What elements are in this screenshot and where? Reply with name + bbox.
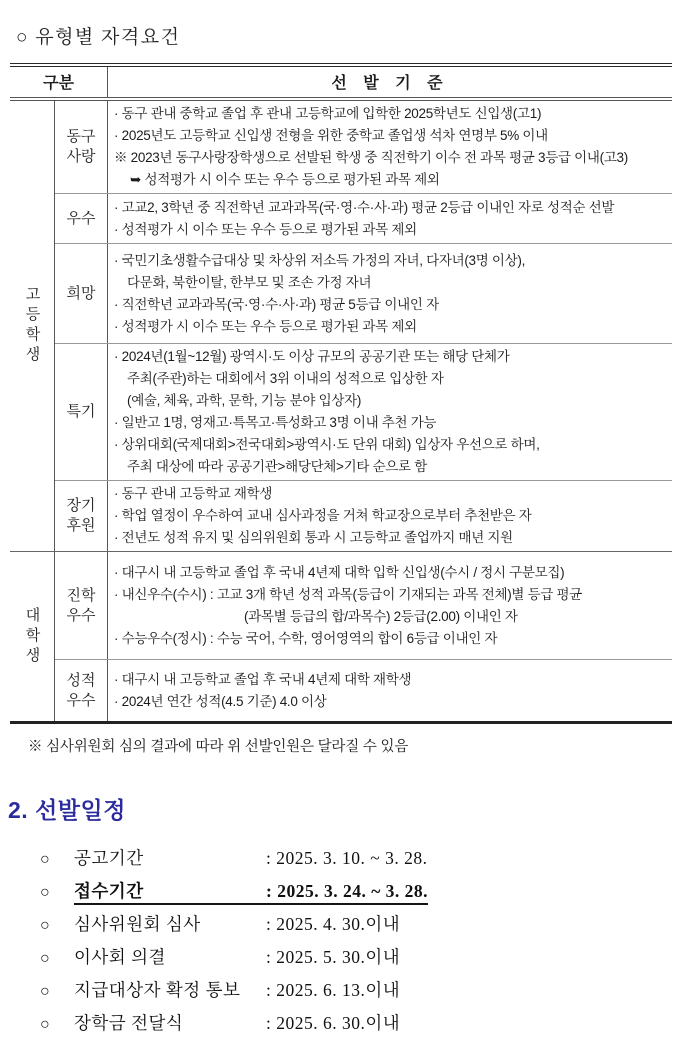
schedule-label: 이사회 의결 (74, 947, 166, 967)
criteria-cell (108, 481, 672, 551)
section-1-title: ○ 유형별 자격요건 (16, 27, 181, 48)
schedule-value: : 2025. 3. 24. ~ 3. 28. (266, 881, 429, 901)
criteria-cell (108, 244, 672, 343)
row-label-seongjeok-usu: 성적우수 (66, 671, 96, 709)
table-row-seongjeok-usu (55, 660, 672, 721)
group-label-cell (10, 101, 55, 551)
criteria-line: · 전년도 성적 유지 및 심의위원회 통과 시 고등학교 졸업까지 매년 지원 (114, 530, 513, 545)
criteria-line: · 대구시 내 고등학교 졸업 후 국내 4년제 대학 입학 신입생(수시 / 정시 구분모집) (114, 564, 565, 580)
criteria-line: · 직전학년 교과과목(국·영·수·사·과) 평균 5등급 이내인 자 (114, 296, 439, 312)
criteria-line: · 학업 열정이 우수하여 교내 심사과정을 거쳐 학교장으로부터 추천받은 자 (114, 508, 532, 523)
table-row-janggi-huwon (55, 481, 672, 551)
criteria-line: 주최 대상에 따라 공공기관>해당단체>기타 순으로 함 (127, 459, 427, 474)
row-label-cell (55, 344, 108, 480)
criteria-line: · 성적평가 시 이수 또는 우수 등으로 평가된 과목 제외 (114, 221, 417, 237)
circle-bullet-icon: ○ (40, 917, 50, 934)
schedule-item-board-resolution (40, 944, 682, 977)
criteria-line: · 2025년도 고등학교 신입생 전형을 위한 중학교 졸업생 석차 연명부 5% 이내 (114, 128, 548, 143)
criteria-line: ※ 2023년 동구사랑장학생으로 선발된 학생 중 직전학기 이수 전 과목 평균 3등급 이내(고3) (114, 150, 628, 165)
criteria-line: 주최(주관)하는 대회에서 3위 이내의 성적으로 입상한 자 (127, 371, 444, 386)
schedule-value: : 2025. 6. 30.이내 (266, 1013, 401, 1033)
group-label-highschool: 고등학생 (23, 286, 41, 366)
schedule-item-recipient-notice (40, 977, 682, 1010)
group-highschool (10, 101, 672, 552)
schedule-value: : 2025. 4. 30.이내 (266, 914, 401, 934)
table-header-category: 구분 (10, 67, 108, 97)
group-label-cell (10, 552, 55, 721)
criteria-line: (예술, 체육, 과학, 문학, 기능 분야 입상자) (127, 393, 362, 408)
criteria-line: · 국민기초생활수급대상 및 차상위 저소득 가정의 자녀, 다자녀(3명 이상), (114, 252, 526, 268)
table-row-dongu-sarang (55, 101, 672, 194)
criteria-line: 다문화, 북한이탈, 한부모 및 조손 가정 자녀 (127, 274, 372, 290)
criteria-line: (과목별 등급의 합/과목수) 2등급(2.00) 이내인 자 (244, 608, 518, 624)
row-label-cell (55, 552, 108, 659)
schedule-label: 장학금 전달식 (74, 1013, 184, 1033)
row-label-cell (55, 244, 108, 343)
criteria-line: ➥ 성적평가 시 이수 또는 우수 등으로 평가된 과목 제외 (130, 172, 440, 187)
criteria-table (10, 63, 672, 724)
criteria-line: · 고교2, 3학년 중 직전학년 교과과목(국·영·수·사·과) 평균 2등급 이내인 자로 성적순 선발 (114, 199, 615, 215)
criteria-line: · 수능우수(정시) : 수능 국어, 수학, 영어영역의 합이 6등급 이내인 자 (114, 630, 498, 646)
table-row-jinhak-usu (55, 552, 672, 660)
criteria-cell (108, 660, 672, 721)
row-label-cell (55, 481, 108, 551)
criteria-line: · 대구시 내 고등학교 졸업 후 국내 4년제 대학 재학생 (114, 671, 412, 687)
schedule-item-announcement (40, 845, 682, 878)
schedule-label: 심사위원회 심사 (74, 914, 201, 934)
schedule-item-application (40, 878, 682, 911)
row-label-dongu-sarang: 동구사랑 (66, 128, 96, 165)
table-row-huimang (55, 244, 672, 344)
schedule-item-committee-review (40, 911, 682, 944)
criteria-line: · 일반고 1명, 영재고·특목고·특성화고 3명 이내 추천 가능 (114, 415, 437, 430)
section-2-heading: 2. 선발일정 (8, 797, 126, 823)
row-label-cell (55, 660, 108, 721)
criteria-line: · 2024년(1월~12월) 광역시·도 이상 규모의 공공기관 또는 해당 단체가 (114, 349, 510, 364)
table-header-row (10, 67, 672, 101)
criteria-line: · 성적평가 시 이수 또는 우수 등으로 평가된 과목 제외 (114, 318, 417, 334)
criteria-cell (108, 101, 672, 193)
criteria-cell (108, 552, 672, 659)
group-label-university: 대학생 (23, 606, 41, 667)
group-university (10, 552, 672, 721)
circle-bullet-icon: ○ (40, 983, 50, 1000)
table-row-usu (55, 194, 672, 244)
schedule-list (40, 845, 682, 1043)
row-label-teukgi: 특기 (66, 403, 96, 420)
criteria-line: · 2024년 연간 성적(4.5 기준) 4.0 이상 (114, 693, 327, 709)
circle-bullet-icon: ○ (40, 851, 50, 868)
circle-bullet-icon: ○ (40, 1016, 50, 1033)
row-label-cell (55, 194, 108, 243)
schedule-value: : 2025. 6. 13.이내 (266, 980, 401, 1000)
row-label-huimang: 희망 (66, 284, 96, 302)
schedule-value: : 2025. 5. 30.이내 (266, 947, 401, 967)
table-row-teukgi (55, 344, 672, 481)
criteria-line: · 동구 관내 중학교 졸업 후 관내 고등학교에 입학한 2025학년도 신입생(고1) (114, 106, 542, 121)
criteria-cell (108, 194, 672, 243)
schedule-label: 지급대상자 확정 통보 (74, 980, 241, 1000)
table-header-criteria: 선 발 기 준 (331, 75, 449, 92)
schedule-label: 접수기간 (74, 881, 144, 901)
schedule-item-award-ceremony (40, 1010, 682, 1043)
row-label-jinhak-usu: 진학우수 (66, 586, 96, 624)
criteria-line: · 동구 관내 고등학교 재학생 (114, 486, 273, 501)
row-label-janggi-huwon: 장기후원 (66, 497, 96, 534)
row-label-usu: 우수 (66, 209, 96, 227)
circle-bullet-icon: ○ (40, 950, 50, 967)
schedule-label: 공고기간 (74, 848, 144, 868)
criteria-line: · 상위대회(국제대회>전국대회>광역시·도 단위 대회) 입상자 우선으로 하며, (114, 437, 540, 452)
table-note: ※ 심사위원회 심의 결과에 따라 위 선발인원은 달라질 수 있음 (28, 739, 409, 755)
criteria-line: · 내신우수(수시) : 고교 3개 학년 성적 과목(등급이 기재되는 과목 전체)별 등급 평균 (114, 586, 583, 602)
schedule-value: : 2025. 3. 10. ~ 3. 28. (266, 848, 428, 868)
criteria-cell (108, 344, 672, 480)
row-label-cell (55, 101, 108, 193)
circle-bullet-icon: ○ (40, 884, 50, 901)
